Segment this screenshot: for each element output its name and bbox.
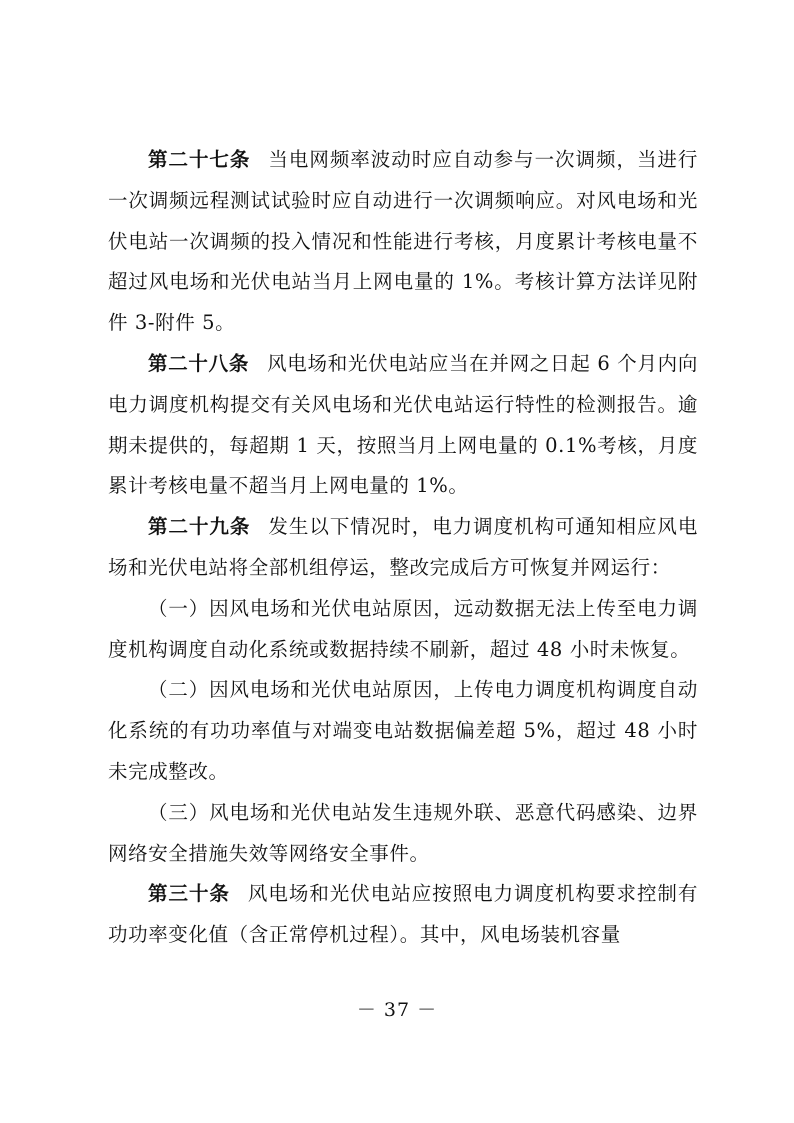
clause-text: （一）因风电场和光伏电站原因，远动数据无法上传至电力调度机构调度自动化系统或数据持续不刷新，超过 48 小时未恢复。: [108, 596, 698, 661]
article-text: 当电网频率波动时应自动参与一次调频，当进行一次调频远程测试试验时应自动进行一次调频响应。对风电场和光伏电站一次调频的投入情况和性能进行考核，月度累计考核电量不超过风电场和光伏电站当月上网电量的 1%。考核计算方法详见附件 3-附件 5。: [108, 148, 698, 335]
article-30: [108, 874, 698, 956]
article-28: [108, 344, 698, 507]
article-heading: 第二十八条: [148, 351, 250, 375]
article-heading: 第三十条: [148, 882, 230, 906]
page-number: － 37 －: [356, 999, 438, 1021]
article-29: [108, 507, 698, 589]
article-heading: 第二十七条: [148, 148, 251, 171]
article-text: 发生以下情况时，电力调度机构可通知相应风电场和光伏电站将全部机组停运，整改完成后方可恢复并网运行：: [108, 515, 698, 579]
clause-1: [108, 589, 698, 671]
article-text: 风电场和光伏电站应当在并网之日起 6 个月内向电力调度机构提交有关风电场和光伏电站运行特性的检测报告。逾期未提供的，每超期 1 天，按照当月上网电量的 0.1%考核，月度累计考核电量不超当月上网电量的 1%。: [108, 351, 698, 498]
clause-text: （二）因风电场和光伏电站原因，上传电力调度机构调度自动化系统的有功功率值与对端变电站数据偏差超 5%，超过 48 小时未完成整改。: [108, 678, 698, 783]
article-heading: 第二十九条: [148, 515, 251, 539]
clause-2: [108, 670, 698, 792]
article-27: [108, 140, 698, 344]
clause-3: [108, 793, 698, 875]
article-text: 风电场和光伏电站应按照电力调度机构要求控制有功功率变化值（含正常停机过程）。其中，风电场装机容量: [108, 882, 698, 947]
document-body: [108, 140, 698, 956]
clause-text: （三）风电场和光伏电站发生违规外联、恶意代码感染、边界网络安全措施失效等网络安全事件。: [108, 800, 698, 865]
